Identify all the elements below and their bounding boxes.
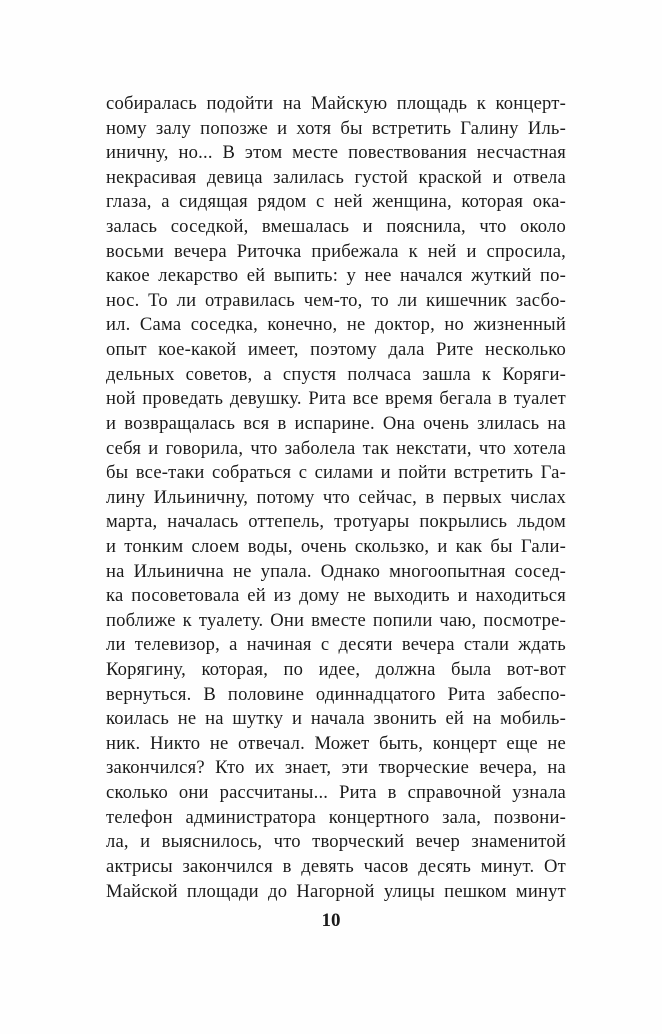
text-line: на Ильинична не упала. Однако многоопытная сосед- xyxy=(106,560,566,582)
page-text xyxy=(106,92,566,904)
text-line: ил. Сама соседка, конечно, не доктор, но жизненный xyxy=(106,314,566,336)
text-line: глаза, а сидящая рядом с ней женщина, которая ока- xyxy=(106,191,566,213)
text-line: коилась не на шутку и начала звонить ей на мобиль- xyxy=(106,708,566,730)
text-line: марта, началась оттепель, тротуары покрылись льдом xyxy=(106,511,566,533)
text-line: некрасивая девица залилась густой краской и отвела xyxy=(106,166,566,188)
text-line: сколько они рассчитаны... Рита в справочной узнала xyxy=(106,782,566,804)
text-line: ла, и выяснилось, что творческий вечер знаменитой xyxy=(106,831,566,853)
text-line: дельных советов, а спустя полчаса зашла к Коряги- xyxy=(106,363,566,385)
text-line: актрисы закончился в девять часов десять минут. От xyxy=(106,855,566,877)
text-line: Майской площади до Нагорной улицы пешком минут xyxy=(106,880,566,902)
text-line: и возвращалась вся в испарине. Она очень злилась на xyxy=(106,412,566,434)
text-line: бы все-таки собраться с силами и пойти встретить Га- xyxy=(106,462,566,484)
text-line: ник. Никто не отвечал. Может быть, концерт еще не xyxy=(106,732,566,754)
text-line: залась соседкой, вмешалась и пояснила, что около xyxy=(106,216,566,238)
text-line: собиралась подойти на Майскую площадь к концерт- xyxy=(106,93,566,114)
text-line: Корягину, которая, по идее, должна была вот-вот xyxy=(106,659,566,681)
text-line: какое лекарство ей выпить: у нее начался жуткий по- xyxy=(106,265,566,287)
text-line: ка посоветовала ей из дому не выходить и находиться xyxy=(106,585,566,607)
text-line: нос. То ли отравилась чем-то, то ли кишечник засбо- xyxy=(106,289,566,311)
text-line: ной проведать девушку. Рита все время бегала в туалет xyxy=(106,388,566,410)
text-line: ному залу попозже и хотя бы встретить Галину Иль- xyxy=(106,117,566,139)
text-line: лину Ильиничну, потому что сейчас, в первых числах xyxy=(106,486,566,508)
text-line: вернуться. В половине одиннадцатого Рита забеспо- xyxy=(106,683,566,705)
text-line: себя и говорила, что заболела так некстати, что хотела xyxy=(106,437,566,459)
text-line: и тонким слоем воды, очень скользко, и как бы Гали- xyxy=(106,535,566,557)
text-line: опыт кое-какой имеет, поэтому дала Рите несколько xyxy=(106,339,566,361)
text-line: ли телевизор, а начиная с десяти вечера стали ждать xyxy=(106,634,566,656)
text-line: поближе к туалету. Они вместе попили чаю, посмотре- xyxy=(106,609,566,631)
text-line: телефон администратора концертного зала, позвони- xyxy=(106,806,566,828)
text-line: закончился? Кто их знает, эти творческие вечера, на xyxy=(106,757,566,779)
page-number: 10 xyxy=(321,910,341,931)
text-line: иничну, но... В этом месте повествования несчастная xyxy=(106,142,566,164)
text-line: восьми вечера Риточка прибежала к ней и спросила, xyxy=(106,240,566,262)
